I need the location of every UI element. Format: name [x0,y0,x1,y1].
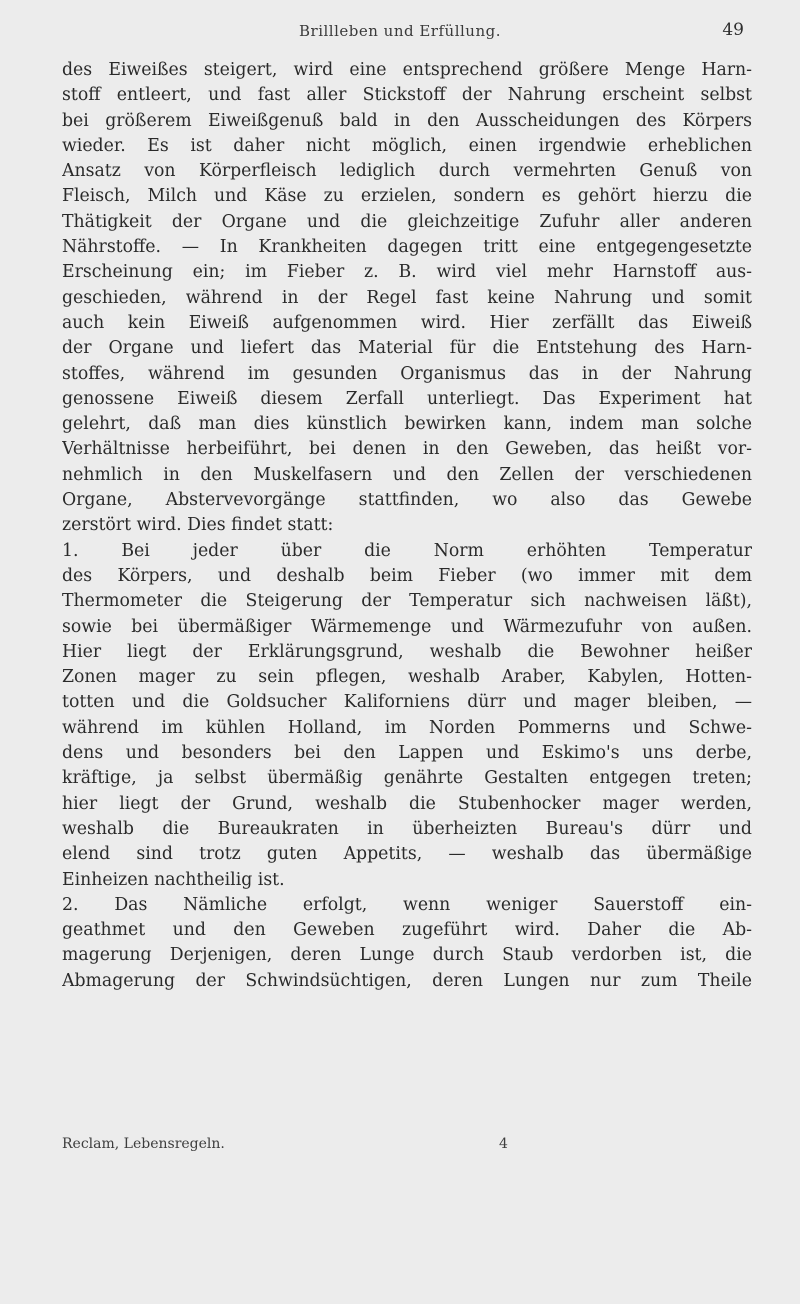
text-line: wieder. Es ist daher nicht möglich, einen irgendwie erheblichen [62,135,752,156]
text-line: des Körpers, und deshalb beim Fieber (wo immer mit dem [62,565,752,586]
text-line: Erscheinung ein; im Fieber z. B. wird viel mehr Harnstoff aus- [62,262,752,283]
text-line: der Organe und liefert das Material für die Entstehung des Harn- [62,338,752,359]
text-line: Ansatz von Körperfleisch lediglich durch vermehrten Genuß von [62,161,752,182]
page-number: 49 [722,20,744,40]
text-line: Abmagerung der Schwindsüchtigen, deren Lungen nur zum Theile [62,970,752,991]
page-header [0,20,800,48]
text-line: geathmet und den Geweben zugeführt wird. Daher die Ab- [62,920,752,941]
text-line: geschieden, während in der Regel fast keine Nahrung und somit [62,287,752,308]
text-line: stoffes, während im gesunden Organismus das in der Nahrung [62,363,752,384]
text-line: stoff entleert, und fast aller Stickstoff der Nahrung erscheint selbst [62,85,752,106]
text-line: Thätigkeit der Organe und die gleichzeitige Zufuhr aller anderen [62,211,752,232]
text-line: Verhältnisse herbeiführt, bei denen in den Geweben, das heißt vor- [62,439,752,460]
text-line: auch kein Eiweiß aufgenommen wird. Hier zerfällt das Eiweiß [62,312,752,333]
text-line: Einheizen nachtheilig ist. [62,869,285,890]
text-line: gelehrt, daß man dies künstlich bewirken kann, indem man solche [62,414,752,435]
text-line: weshalb die Bureaukraten in überheizten Bureau's dürr und [62,818,752,839]
signature-mark: 4 [499,1136,508,1152]
text-line: 2. Das Nämliche erfolgt, wenn weniger Sauerstoff ein- [62,894,752,915]
text-line: Thermometer die Steigerung der Temperatur sich nachweisen läßt), [62,591,752,612]
text-line: Organe, Abstervevorgänge stattfinden, wo also das Gewebe [62,490,752,511]
text-line: während im kühlen Holland, im Norden Pommerns und Schwe- [62,717,752,738]
imprint: Reclam, Lebensregeln. [62,1136,225,1152]
text-line: genossene Eiweiß diesem Zerfall unterliegt. Das Experiment hat [62,388,752,409]
text-line: 1. Bei jeder über die Norm erhöhten Temperatur [62,540,752,561]
text-line: dens und besonders bei den Lappen und Eskimo's uns derbe, [62,743,752,764]
text-line: totten und die Goldsucher Kaliforniens dürr und mager bleiben, — [62,692,752,713]
text-line: Hier liegt der Erklärungsgrund, weshalb die Bewohner heißer [62,641,752,662]
text-line: magerung Derjenigen, deren Lunge durch Staub verdorben ist, die [62,945,752,966]
text-line: nehmlich in den Muskelfasern und den Zellen der verschiedenen [62,464,752,485]
text-line: kräftige, ja selbst übermäßig genährte Gestalten entgegen treten; [62,768,752,789]
body-text [62,58,752,994]
running-head: Brillleben und Erfüllung. [299,22,501,40]
page-footer [62,1136,752,1158]
text-line: Zonen mager zu sein pflegen, weshalb Araber, Kabylen, Hotten- [62,667,752,688]
text-line: des Eiweißes steigert, wird eine entsprechend größere Menge Harn- [62,60,752,80]
text-line: zerstört wird. Dies findet statt: [62,515,334,536]
text-line: elend sind trotz guten Appetits, — weshalb das übermäßige [62,844,752,865]
text-line: Fleisch, Milch und Käse zu erzielen, sondern es gehört hierzu die [62,186,752,207]
text-line: hier liegt der Grund, weshalb die Stubenhocker mager werden, [62,793,752,814]
text-line: sowie bei übermäßiger Wärmemenge und Wärmezufuhr von außen. [62,616,752,637]
text-line: bei größerem Eiweißgenuß bald in den Ausscheidungen des Körpers [62,110,752,131]
text-line: Nährstoffe. — In Krankheiten dagegen tritt eine entgegengesetzte [62,237,752,258]
